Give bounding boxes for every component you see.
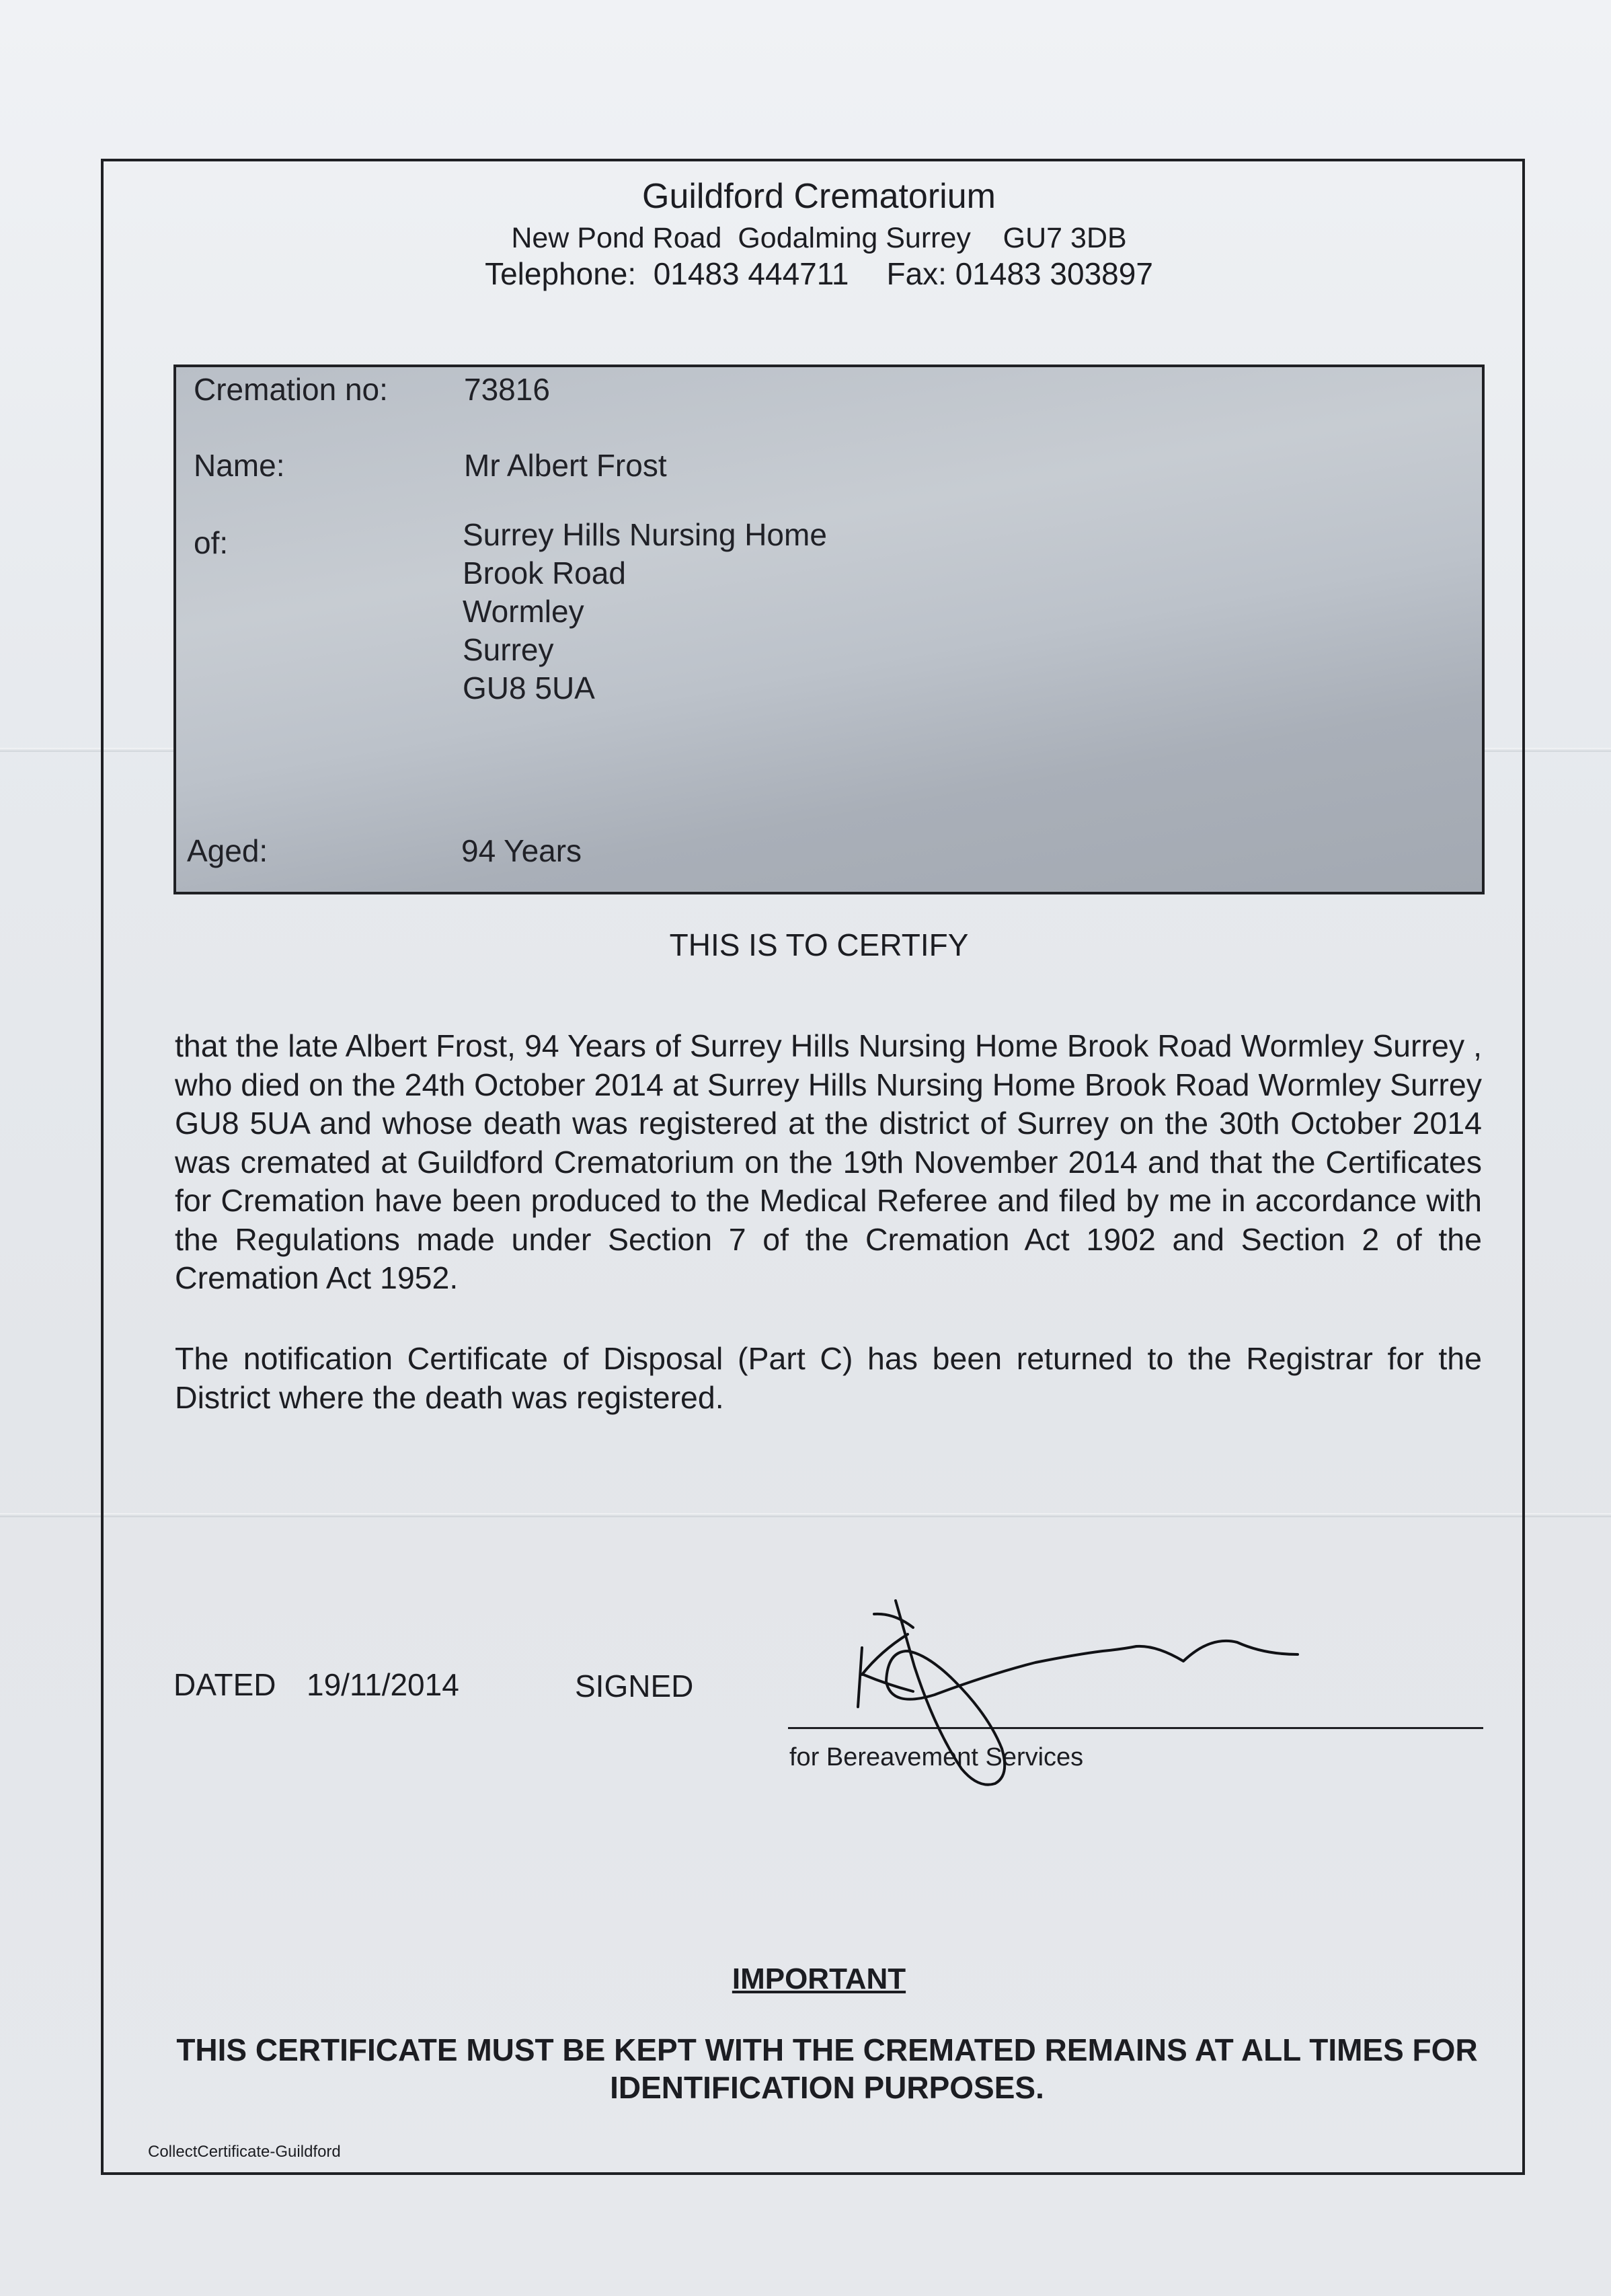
details-box bbox=[173, 365, 1485, 894]
notification-paragraph: The notification Certificate of Disposal (Part C) has been returned to the Registrar for the District where the death was registered. bbox=[175, 1341, 1482, 1415]
dated-value: 19/11/2014 bbox=[307, 1667, 459, 1702]
crematorium-address: New Pond Road Godalming Surrey GU7 3DB bbox=[511, 222, 1127, 254]
certification-paragraph: that the late Albert Frost, 94 Years of Surrey Hills Nursing Home Brook Road Wormley Surrey , who died on the 24th October 2014 at Surrey Hills Nursing Home Brook Road Wormley Surrey GU8 5UA and whose death was registered at the district of Surrey on the 30th October 2014 was cremated at Guildford Crematorium on the 19th November 2014 and that the Certificates for Cremation have been produced to the Medical Referee and filed by me in accordance with the Regulations made under Section 7 of the Cremation Act 1902 and Section 2 of the Cremation Act 1952. bbox=[175, 1028, 1482, 1295]
name-label: Name: bbox=[194, 448, 285, 483]
name-value: Mr Albert Frost bbox=[464, 448, 667, 483]
aged-label: Aged: bbox=[187, 833, 268, 868]
certify-heading: THIS IS TO CERTIFY bbox=[669, 927, 969, 962]
address-line: Surrey Hills Nursing Home bbox=[463, 517, 827, 552]
signed-label: SIGNED bbox=[575, 1669, 694, 1704]
retention-warning: THIS CERTIFICATE MUST BE KEPT WITH THE CREMATED REMAINS AT ALL TIMES FOR IDENTIFICATION PURPOSES. bbox=[176, 2032, 1478, 2105]
cremation-no-label: Cremation no: bbox=[194, 372, 388, 407]
cremation-no-value: 73816 bbox=[464, 372, 550, 407]
important-heading: IMPORTANT bbox=[732, 1962, 906, 1995]
address-line: Brook Road bbox=[463, 556, 626, 590]
aged-value: 94 Years bbox=[461, 833, 582, 868]
dated-label: DATED bbox=[173, 1667, 276, 1702]
address-line: Wormley bbox=[463, 594, 584, 629]
address-line: GU8 5UA bbox=[463, 671, 595, 705]
fax-number: Fax: 01483 303897 bbox=[886, 256, 1153, 291]
form-code: CollectCertificate-Guildford bbox=[148, 2143, 341, 2161]
telephone-number: Telephone: 01483 444711 bbox=[485, 256, 849, 291]
contact-line bbox=[13, 256, 1611, 292]
deceased-address bbox=[463, 516, 827, 707]
handwritten-signature bbox=[834, 1587, 1318, 1829]
address-line: Surrey bbox=[463, 632, 554, 667]
for-bereavement-services: for Bereavement Services bbox=[789, 1743, 1084, 1771]
crematorium-title: Guildford Crematorium bbox=[642, 177, 996, 216]
of-label: of: bbox=[194, 525, 229, 560]
